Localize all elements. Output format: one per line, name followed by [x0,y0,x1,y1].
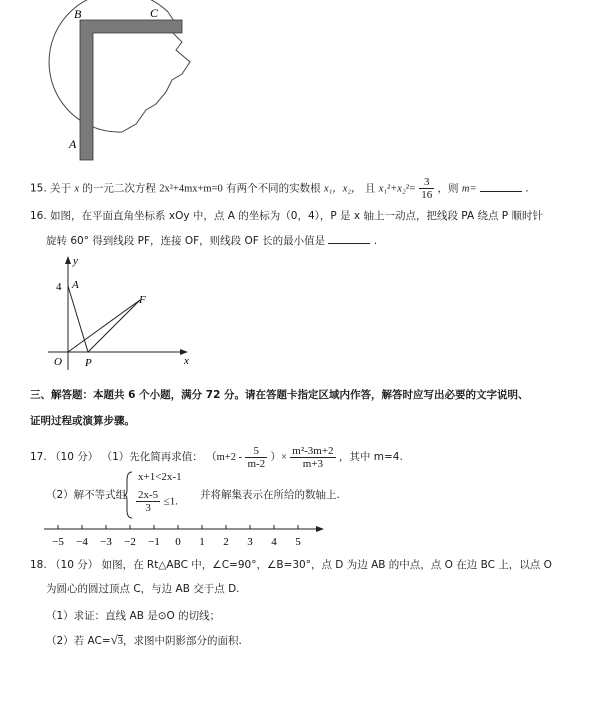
q18-line2: 为圆心的圆过顶点 C，与边 AB 交于点 D. [46,583,240,595]
q17-part2-label: （2）解不等式组 [46,489,127,501]
q17-fraction-2 [290,445,335,470]
question-16-line2 [46,233,377,248]
q15-after-eq: 有两个不同的实数根 [226,182,321,195]
number-line-tick-label: 4 [271,536,277,548]
q18-part1: （1）求证：直线 AB 是⊙O 的切线； [46,610,221,622]
q15-roots: x₁，x₂， [323,183,362,195]
number-line-tick-label: 5 [295,536,301,548]
q18-part2-suffix: ，求图中阴影部分的面积. [123,635,242,647]
number-line-tick-label: −1 [148,536,160,548]
segment-pa [68,286,88,352]
number-line[interactable] [40,520,330,550]
segment-pf [88,300,140,352]
number-line-ticks [52,525,301,548]
section-3-line1 [30,388,529,402]
q17-ineq2-num: 2x-5 [138,489,159,501]
q15-result-var: m= [461,183,477,195]
q18-part2-prefix: （2）若 AC= [46,635,111,647]
q16-line1: 如图，在平面直角坐标系 xOy 中，点 A 的坐标为（0，4），P 是 x 轴上一动点，把线段 PA 绕点 P 顺时针 [50,210,543,222]
q17-f1-num: 5 [245,445,267,458]
number-line-tick-label: −2 [124,536,136,548]
label-x: x [184,355,189,367]
label-b: B [74,7,82,21]
q17-f2-den: m+3 [302,457,324,470]
q15-number: 15. [30,182,47,195]
question-18-part1 [46,609,220,623]
segment-of [68,300,140,352]
q17-ineq2-fraction [136,489,160,514]
q17-ineq1: x+1<2x-1 [138,471,182,483]
number-line-tick-label: 0 [175,536,181,548]
label-c: C [150,6,159,20]
figure-16 [40,252,200,377]
q15-frac-den: 16 [421,189,433,201]
label-a: A [72,279,79,291]
q17-ineq2-den: 3 [145,502,151,514]
number-line-arrow [316,526,324,532]
q17-score: （10 分） [50,451,99,463]
question-15 [30,176,529,201]
q17-f2-num: m²-3m+2 [292,444,334,457]
section-3-text1: 三、解答题：本题共 6 个小题，满分 72 分。请在答题卡指定区域内作答，解答时应写出必要的文字说明、 [30,389,529,401]
sqrt-sign: √ [110,632,118,647]
q17-ineq2 [136,489,178,514]
q18-score: （10 分） [50,559,99,571]
label-a: A [69,137,77,151]
q17-part1-close: ）× [270,452,287,463]
q18-part2-sqrt: 3 [117,636,124,647]
q17-part2-tail: 并将解集表示在所给的数轴上. [200,489,340,501]
q15-cond-lhs: x₁²+x₂²= [378,183,416,195]
number-line-tick-label: 3 [247,536,253,548]
label-o: O [54,356,62,368]
q17-part1-tail: ，其中 m=4. [338,451,403,463]
q17-ineq2-rel: ≤1. [163,495,178,508]
q16-end: . [373,235,378,247]
q15-frac-num: 3 [419,176,434,189]
question-18-part2 [46,633,242,649]
label-y: y [73,255,78,267]
label-f: F [139,294,146,306]
system-brace [124,470,134,520]
question-18-line2 [46,582,240,596]
section-3-text2: 证明过程或演算步骤。 [30,415,135,427]
q16-line2: 旋转 60° 得到线段 PF，连接 OF，则线段 OF 长的最小值是 [46,235,326,247]
q16-answer-blank[interactable] [328,233,370,244]
q16-number: 16. [30,210,47,222]
q17-part1-label: （1）先化简再求值： [101,451,203,463]
q17-part1-open: （m+2 - [206,452,243,463]
question-17-part1 [30,443,403,472]
question-16-line1 [30,209,543,223]
number-line-tick-label: 2 [223,536,229,548]
q15-result-prefix: ，则 [437,182,459,195]
q15-answer-blank[interactable] [480,181,522,192]
number-line-tick-label: 1 [199,536,205,548]
q17-number: 17. [30,451,47,463]
q15-equation: 2x²+4mx+m=0 [159,183,223,195]
q15-var-x: x [74,183,80,195]
q18-number: 18. [30,559,47,571]
section-3-line2 [30,414,135,428]
number-line-tick-label: −4 [76,536,88,548]
q15-mid: 的一元二次方程 [82,182,156,195]
q15-fraction [419,176,434,201]
label-4: 4 [56,281,62,293]
question-18-line1 [30,558,552,572]
q15-end: . [525,182,529,195]
number-line-tick-label: −5 [52,536,64,548]
y-axis-arrow [65,256,71,264]
q18-line1: 如图，在 Rt△ABC 中，∠C=90°，∠B=30°，点 D 为边 AB 的中点，点 O 在边 BC 上，以点 O [101,559,552,571]
figure-14 [40,0,200,165]
q15-prefix: 关于 [50,182,72,195]
q15-cond-prefix: 且 [364,182,376,195]
q17-f1-den: m-2 [247,457,266,470]
q17-fraction-1 [245,445,267,470]
number-line-tick-label: −3 [100,536,112,548]
label-p: P [85,357,92,369]
